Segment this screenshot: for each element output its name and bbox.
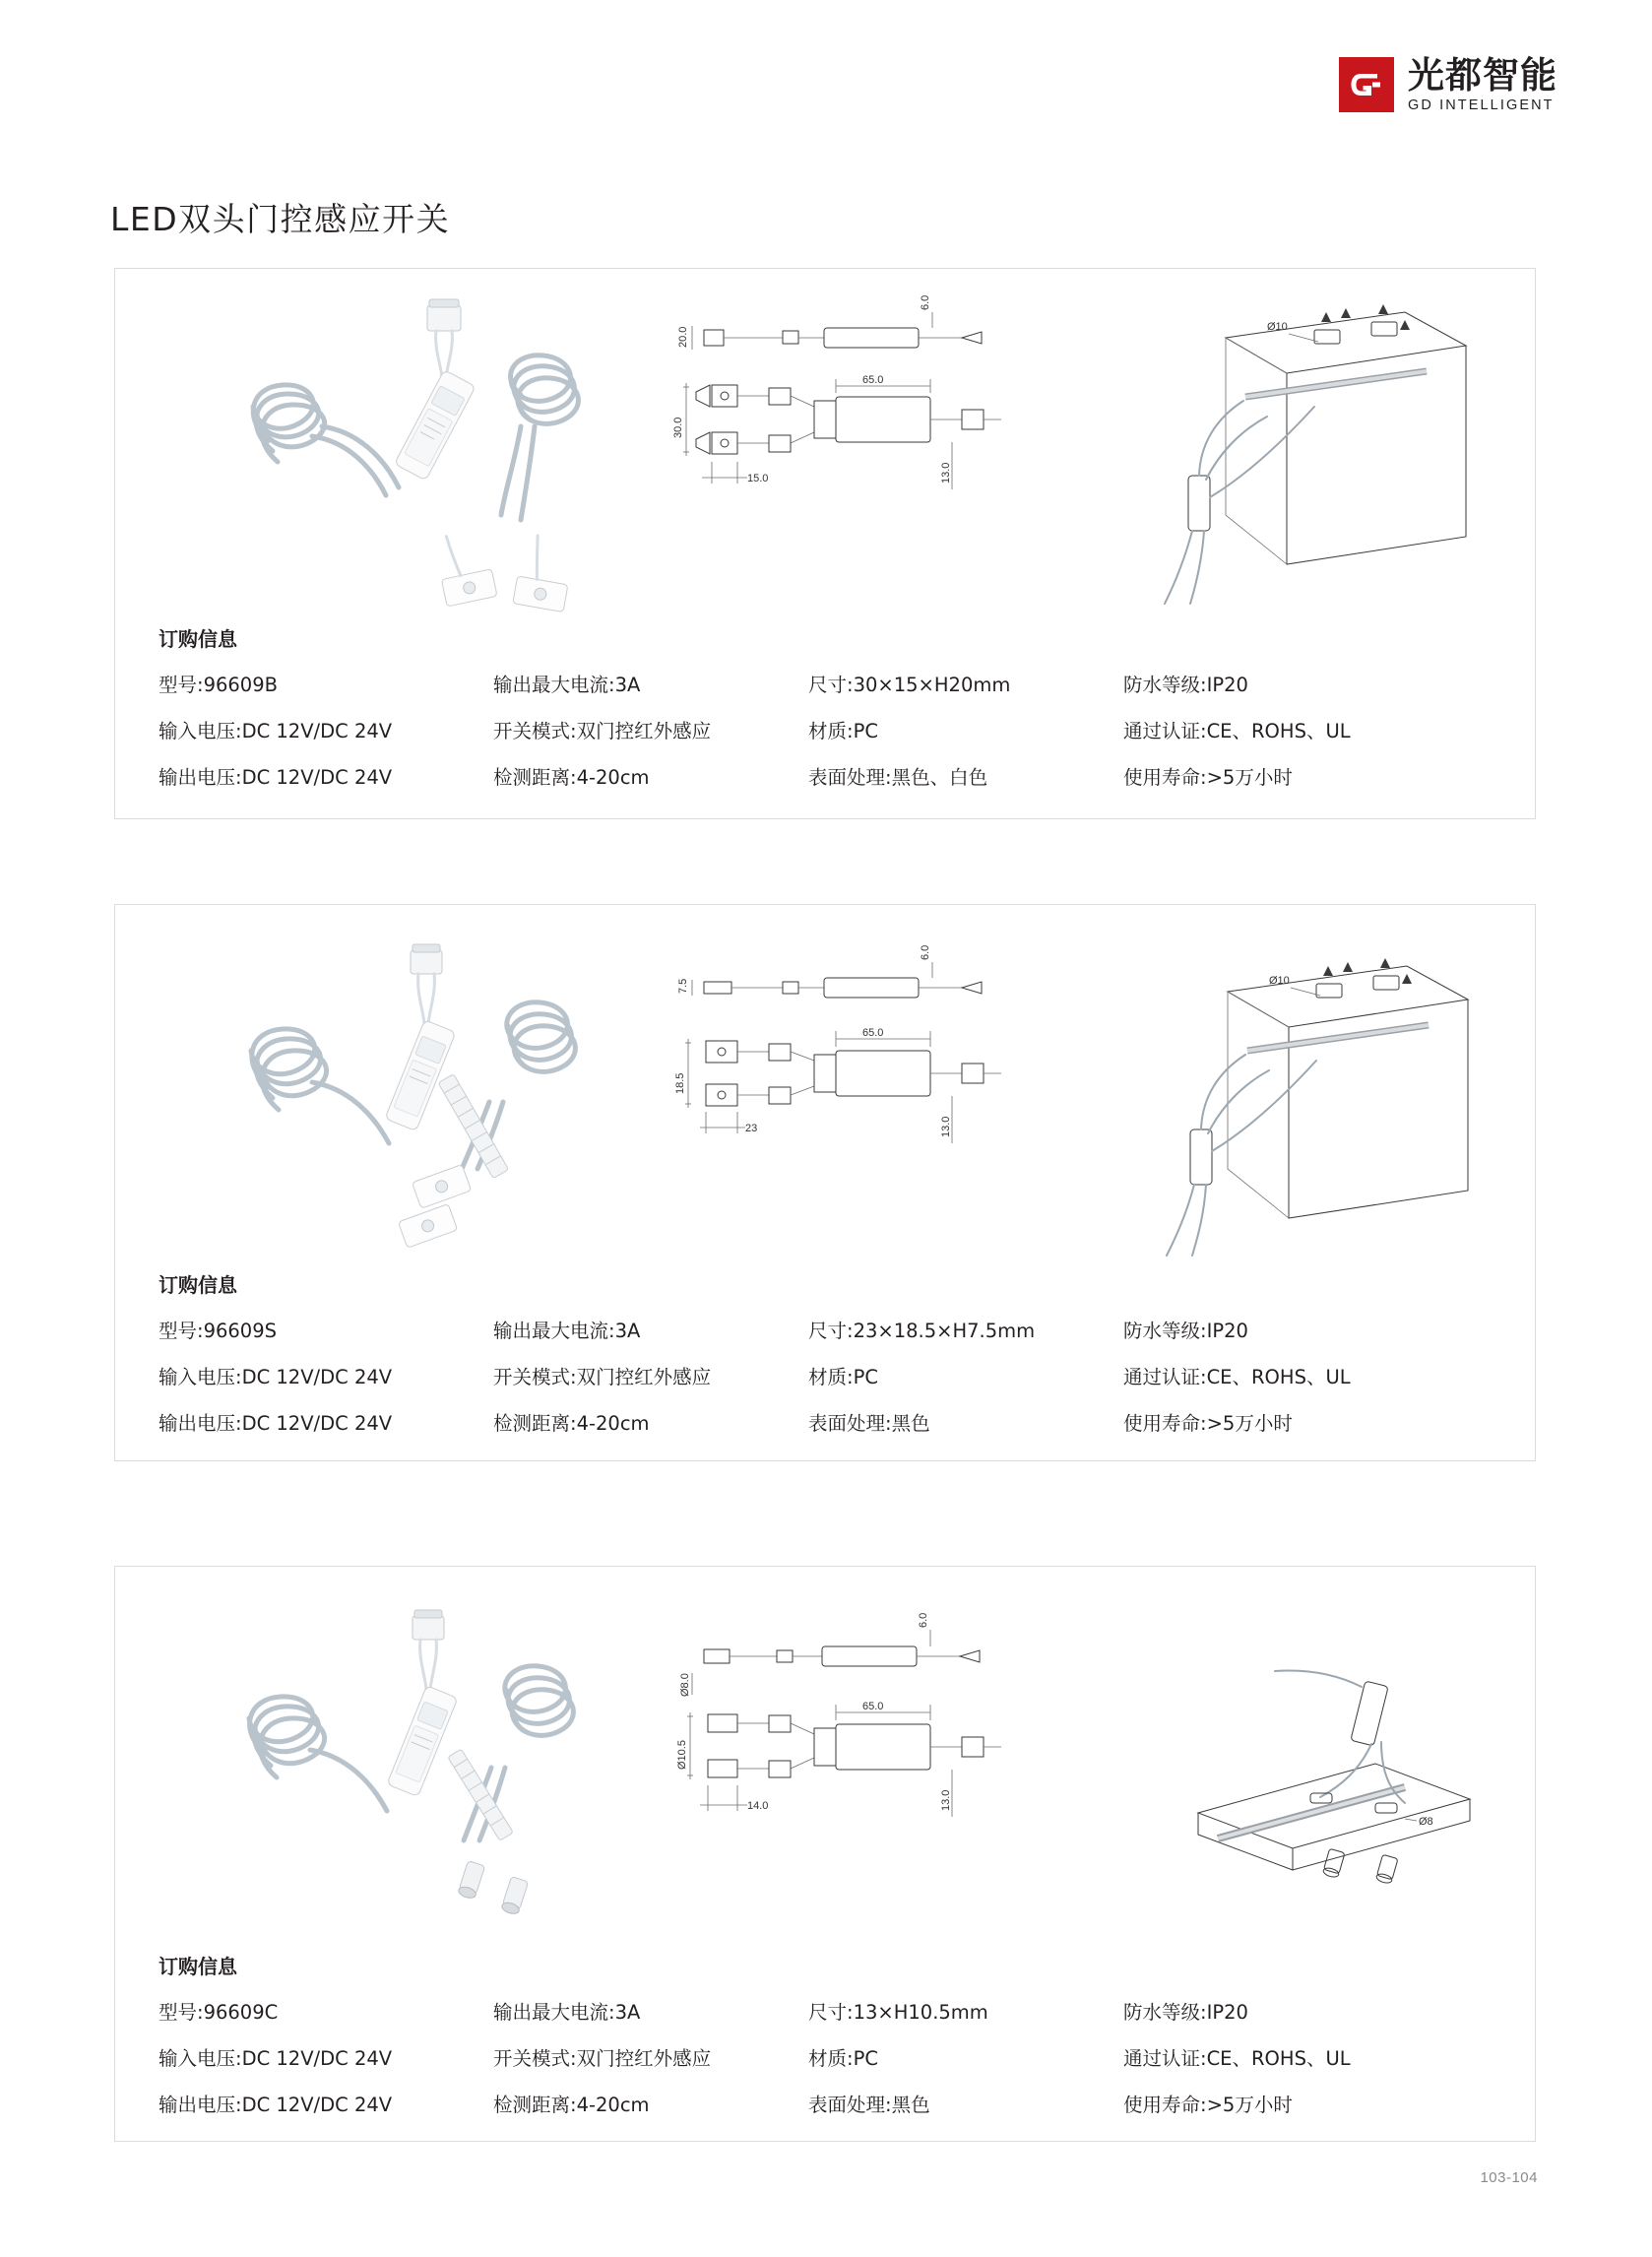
spec-column — [1123, 670, 1458, 790]
spec-item: 材质:PC — [808, 1366, 878, 1388]
spec-item: 使用寿命:>5万小时 — [1123, 766, 1293, 789]
spec-item: 尺寸:30×15×H20mm — [808, 674, 1011, 696]
spec-item: 检测距离:4-20cm — [493, 1412, 650, 1435]
brand-name-cn: 光都智能 — [1408, 54, 1557, 97]
product-card — [114, 1566, 1536, 2142]
svg-text:6.0: 6.0 — [920, 944, 931, 960]
page-number: 103-104 — [1480, 2169, 1538, 2186]
svg-text:30.0: 30.0 — [672, 417, 684, 438]
svg-text:13.0: 13.0 — [940, 462, 952, 484]
page-title: LED双头门控感应开关 — [110, 200, 451, 239]
spec-item: 检测距离:4-20cm — [493, 766, 650, 789]
spec-item: 输出电压:DC 12V/DC 24V — [159, 1412, 393, 1435]
product-photo-96609B — [174, 269, 617, 623]
svg-text:20.0: 20.0 — [677, 326, 689, 348]
product-photo-96609C — [174, 1567, 617, 1951]
dimension-drawing-96609C — [667, 1567, 1060, 1951]
spec-item: 通过认证:CE、ROHS、UL — [1123, 720, 1351, 742]
brand-name-en: GD INTELLIGENT — [1408, 97, 1555, 113]
spec-item: 输入电压:DC 12V/DC 24V — [159, 720, 393, 742]
spec-column — [1123, 1316, 1458, 1436]
svg-text:6.0: 6.0 — [920, 294, 931, 310]
brand-header — [1339, 54, 1557, 113]
svg-text:23: 23 — [745, 1123, 758, 1134]
spec-column — [159, 1316, 493, 1436]
svg-text:14.0: 14.0 — [747, 1800, 769, 1812]
spec-item: 材质:PC — [808, 720, 878, 742]
svg-text:Ø8: Ø8 — [1419, 1816, 1433, 1828]
installation-drawing-96609B — [1080, 269, 1493, 623]
spec-item: 材质:PC — [808, 2047, 878, 2070]
ordering-info-section — [115, 1269, 1535, 1461]
svg-text:7.5: 7.5 — [677, 978, 689, 994]
spec-item: 开关模式:双门控红外感应 — [493, 1366, 712, 1388]
spec-column — [808, 670, 1123, 790]
spec-item: 输出最大电流:3A — [493, 674, 641, 696]
spec-column — [493, 1316, 808, 1436]
spec-column — [1123, 1997, 1458, 2117]
spec-column — [159, 1997, 493, 2117]
spec-item: 通过认证:CE、ROHS、UL — [1123, 1366, 1351, 1388]
spec-item: 型号:96609B — [159, 674, 278, 696]
spec-item: 防水等级:IP20 — [1123, 2001, 1248, 2024]
ordering-info-title: 订购信息 — [159, 1273, 237, 1297]
spec-item: 输入电压:DC 12V/DC 24V — [159, 1366, 393, 1388]
spec-item: 尺寸:23×18.5×H7.5mm — [808, 1320, 1036, 1342]
gd-logo-icon — [1339, 57, 1394, 112]
installation-drawing-96609S — [1080, 905, 1493, 1269]
dimension-drawing-96609B — [667, 269, 1060, 623]
spec-item: 表面处理:黑色 — [808, 2094, 930, 2116]
spec-item: 使用寿命:>5万小时 — [1123, 2094, 1293, 2116]
product-figures — [115, 905, 1535, 1269]
spec-item: 型号:96609S — [159, 1320, 277, 1342]
spec-item: 输入电压:DC 12V/DC 24V — [159, 2047, 393, 2070]
svg-text:13.0: 13.0 — [940, 1116, 952, 1137]
svg-text:Ø10: Ø10 — [1269, 975, 1290, 987]
dimension-drawing-96609S — [667, 905, 1060, 1269]
product-photo-96609S — [174, 905, 617, 1269]
spec-item: 输出最大电流:3A — [493, 1320, 641, 1342]
spec-item: 防水等级:IP20 — [1123, 674, 1248, 696]
svg-text:65.0: 65.0 — [862, 1027, 884, 1039]
spec-column — [493, 1997, 808, 2117]
svg-text:Ø10.5: Ø10.5 — [676, 1740, 688, 1770]
product-card — [114, 268, 1536, 819]
spec-grid — [115, 1316, 1535, 1461]
spec-item: 尺寸:13×H10.5mm — [808, 2001, 988, 2024]
svg-text:15.0: 15.0 — [747, 473, 769, 484]
spec-item: 检测距离:4-20cm — [493, 2094, 650, 2116]
spec-grid — [115, 1997, 1535, 2143]
product-figures — [115, 269, 1535, 623]
spec-item: 表面处理:黑色、白色 — [808, 766, 988, 789]
spec-item: 表面处理:黑色 — [808, 1412, 930, 1435]
spec-item: 开关模式:双门控红外感应 — [493, 720, 712, 742]
product-figures — [115, 1567, 1535, 1951]
spec-column — [808, 1316, 1123, 1436]
svg-text:Ø10: Ø10 — [1267, 321, 1288, 333]
svg-text:18.5: 18.5 — [674, 1072, 686, 1094]
ordering-info-section — [115, 623, 1535, 815]
spec-item: 使用寿命:>5万小时 — [1123, 1412, 1293, 1435]
spec-item: 输出电压:DC 12V/DC 24V — [159, 2094, 393, 2116]
spec-item: 输出最大电流:3A — [493, 2001, 641, 2024]
spec-item: 通过认证:CE、ROHS、UL — [1123, 2047, 1351, 2070]
ordering-info-section — [115, 1951, 1535, 2143]
installation-drawing-96609C — [1080, 1567, 1493, 1951]
spec-column — [808, 1997, 1123, 2117]
svg-text:6.0: 6.0 — [918, 1612, 929, 1628]
ordering-info-title: 订购信息 — [159, 627, 237, 651]
svg-text:Ø8.0: Ø8.0 — [679, 1673, 691, 1697]
svg-text:13.0: 13.0 — [940, 1789, 952, 1811]
svg-text:65.0: 65.0 — [862, 1701, 884, 1712]
spec-grid — [115, 670, 1535, 815]
svg-text:65.0: 65.0 — [862, 374, 884, 386]
ordering-info-title: 订购信息 — [159, 1955, 237, 1978]
spec-item: 开关模式:双门控红外感应 — [493, 2047, 712, 2070]
spec-column — [159, 670, 493, 790]
spec-item: 防水等级:IP20 — [1123, 1320, 1248, 1342]
product-card — [114, 904, 1536, 1461]
spec-item: 输出电压:DC 12V/DC 24V — [159, 766, 393, 789]
spec-column — [493, 670, 808, 790]
spec-item: 型号:96609C — [159, 2001, 279, 2024]
